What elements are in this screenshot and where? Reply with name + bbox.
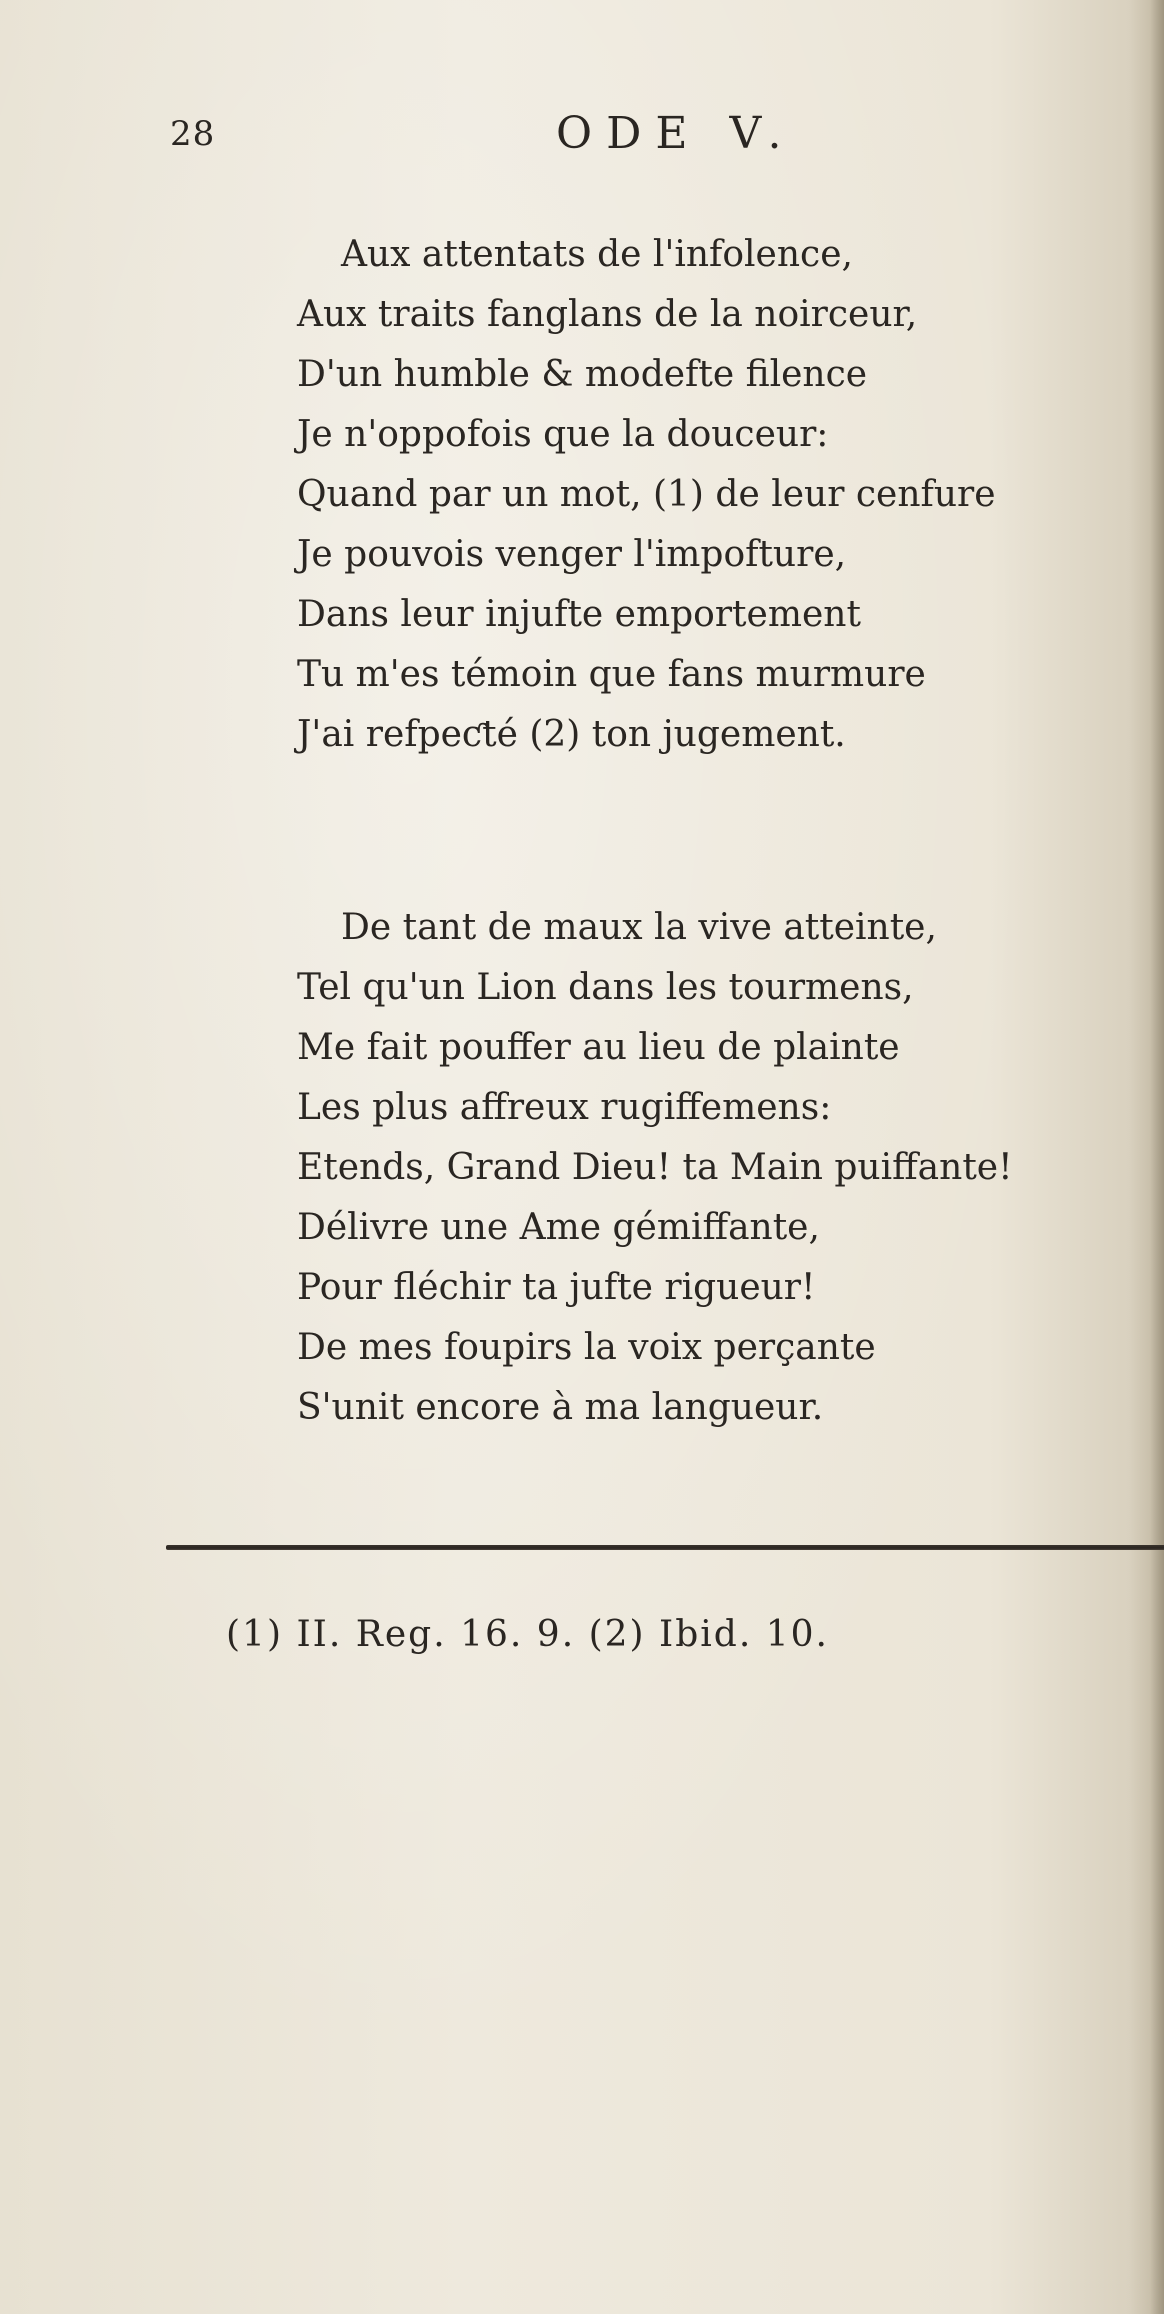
running-title: ODE V. bbox=[556, 108, 796, 159]
stanza-line: Tu m'es témoin que fans murmure bbox=[297, 654, 926, 695]
stanza-line: De mes foupirs la voix perçante bbox=[297, 1327, 876, 1368]
page-number: 28 bbox=[170, 114, 216, 154]
stanza-line: Les plus affreux rugiffemens: bbox=[297, 1087, 832, 1128]
stanza-line: D'un humble & modefte filence bbox=[297, 354, 868, 395]
stanza-line: Je pouvois venger l'impofture, bbox=[297, 534, 847, 575]
stanza-line: Me fait pouffer au lieu de plainte bbox=[297, 1027, 900, 1068]
stanza-line: Pour fléchir ta jufte rigueur! bbox=[297, 1267, 816, 1308]
stanza-line: Je n'oppofois que la douceur: bbox=[297, 414, 829, 455]
stanza-line: J'ai refpeƈté (2) ton jugement. bbox=[297, 714, 846, 755]
stanza-1 bbox=[297, 225, 996, 765]
stanza-2 bbox=[297, 898, 1013, 1438]
footnote-rule bbox=[166, 1545, 1164, 1550]
stanza-line: Aux traits fanglans de la noirceur, bbox=[297, 294, 918, 335]
stanza-line: Dans leur injufte emportement bbox=[297, 594, 861, 635]
stanza-line: De tant de maux la vive atteinte, bbox=[341, 907, 937, 948]
stanza-line: S'unit encore à ma langueur. bbox=[297, 1387, 824, 1428]
stanza-line: Tel qu'un Lion dans les tourmens, bbox=[297, 967, 914, 1008]
footnote: (1) II. Reg. 16. 9. (2) Ibid. 10. bbox=[226, 1614, 829, 1655]
stanza-line: Etends, Grand Dieu! ta Main puiffante! bbox=[297, 1147, 1013, 1188]
stanza-line: Aux attentats de l'infolence, bbox=[341, 234, 853, 275]
page-edge-shadow bbox=[1150, 0, 1164, 2314]
stanza-line: Délivre une Ame gémiffante, bbox=[297, 1207, 820, 1248]
page-header bbox=[0, 108, 1164, 168]
stanza-line: Quand par un mot, (1) de leur cenfure bbox=[297, 474, 996, 515]
